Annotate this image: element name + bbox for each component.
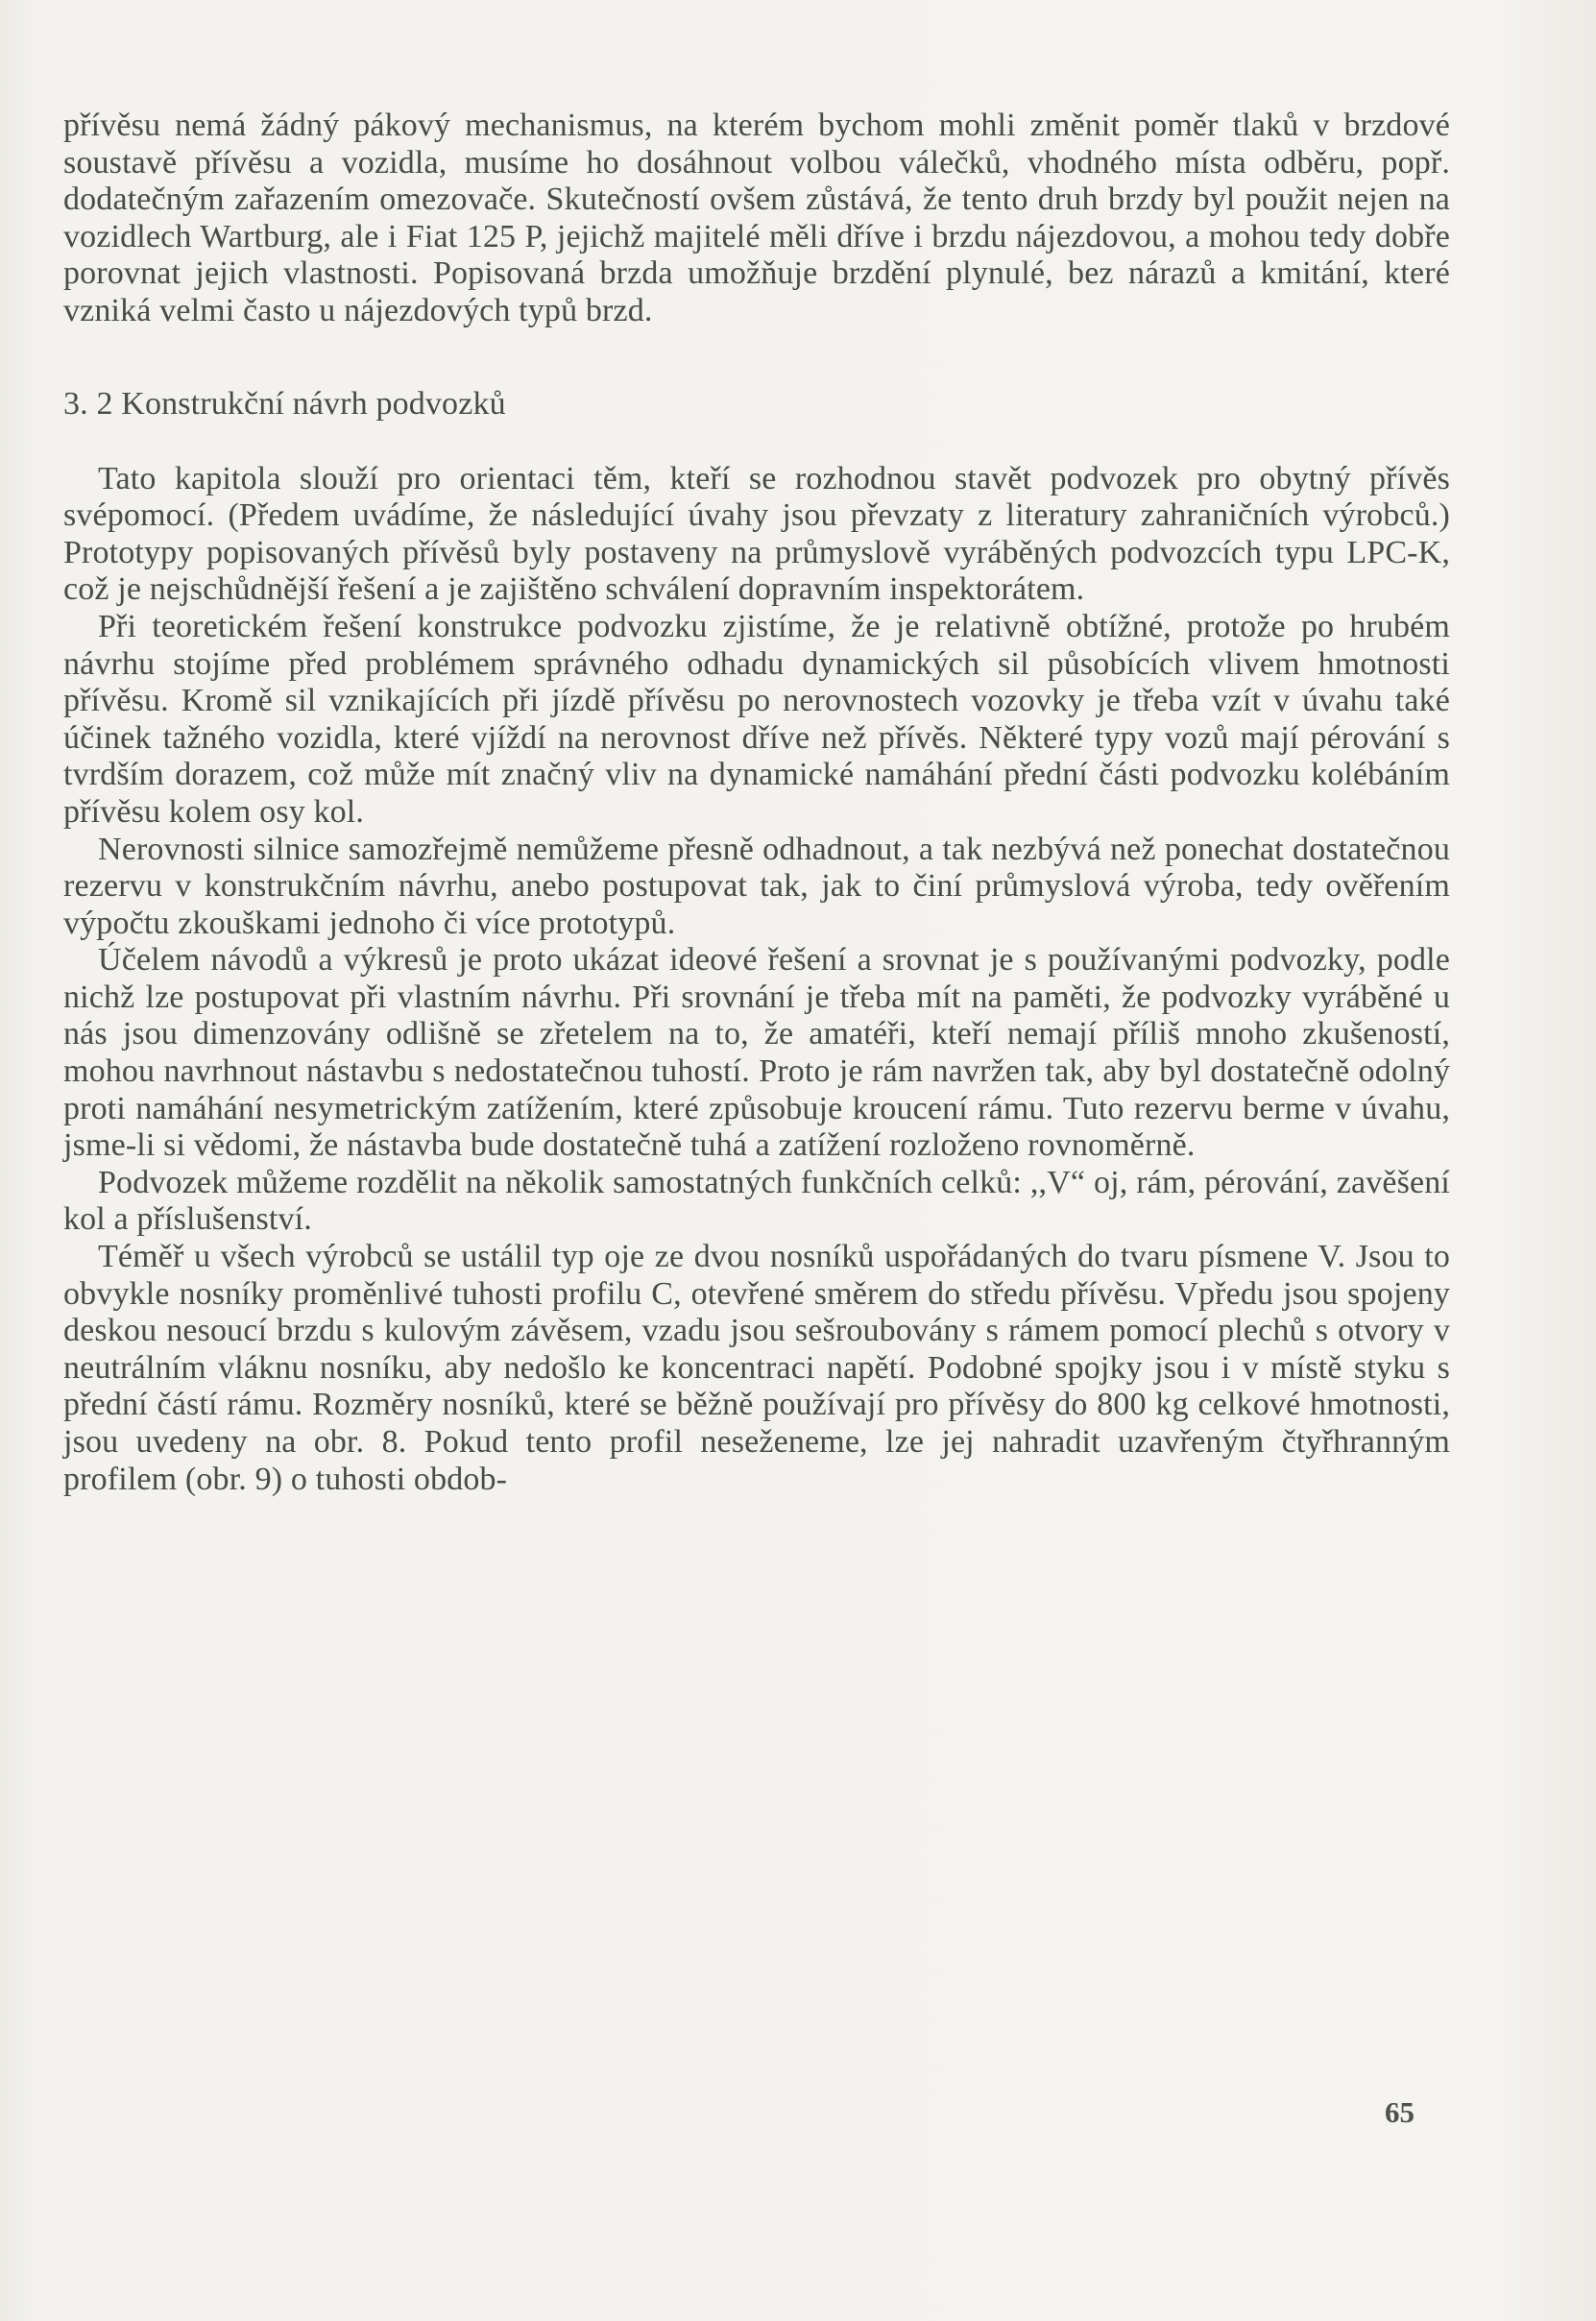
section-heading: 3. 2 Konstrukční návrh podvozků bbox=[63, 385, 506, 422]
spacer bbox=[63, 330, 1450, 340]
paragraph-purpose: Účelem návodů a výkresů je proto ukázat ideové řešení a srovnat je s používanými podvozky, podle nichž lze postupovat při vlastním návrhu. Při srovnání je třeba mít na paměti, že podvozky vyráběné u nás jsou dimenzovány odlišně se zřetelem na to, že amatéři, kteří nemají příliš mnoho zkušeností, mohou navrhnout nástavbu s nedostatečnou tuhostí. Proto je rám navržen tak, aby byl dostatečně odolný proti namáhání nesymetrickým zatížením, které způsobuje kroucení rámu. Tuto rezervu berme v úvahu, jsme-li si vědomi, že nástavba bude dostatečně tuhá a zatížení rozloženo rovnoměrně. bbox=[63, 942, 1450, 1164]
paragraph-intro: Tato kapitola slouží pro orientaci těm, kteří se rozhodnou stavět podvozek pro obytný přívěs svépomocí. (Předem uvádíme, že následující úvahy jsou převzaty z literatury zahraničních výrobců.) Prototypy popisovaných přívěsů byly postaveny na průmyslově vyráběných podvozcích typu LPC-K, což je nejschůdnější řešení a je zajištěno schválení dopravním inspektorátem. bbox=[63, 460, 1450, 608]
body-text bbox=[63, 108, 1450, 1498]
paragraph-brake-continuation: přívěsu nemá žádný pákový mechanismus, na kterém bychom mohli změnit poměr tlaků v brzdové soustavě přívěsu a vozidla, musíme ho dosáhnout volbou válečků, vhodného místa odběru, popř. dodatečným zařazením omezovače. Skutečností ovšem zůstává, že tento druh brzdy byl použit nejen na vozidlech Wartburg, ale i Fiat 125 P, jejichž majitelé měli dříve i brzdu nájezdovou, a mohou tedy dobře porovnat jejich vlastnosti. Popisovaná brzda umožňuje brzdění plynulé, bez nárazů a kmitání, které vzniká velmi často u nájezdových typů brzd. bbox=[63, 108, 1450, 328]
paragraph-road-irregularities: Nerovnosti silnice samozřejmě nemůžeme přesně odhadnout, a tak nezbývá než ponechat dostatečnou rezervu v konstrukčním návrhu, anebo postupovat tak, jak to činí průmyslová výroba, tedy ověřením výpočtu zkouškami jednoho či více prototypů. bbox=[63, 831, 1450, 941]
paragraph-chassis-parts: Podvozek můžeme rozdělit na několik samostatných funkčních celků: ,,V“ oj, rám, pérování, zavěšení kol a příslušenství. bbox=[63, 1164, 1450, 1238]
page-number: 65 bbox=[1385, 2095, 1415, 2129]
paragraph-drawbar: Téměř u všech výrobců se ustálil typ oje ze dvou nosníků uspořádaných do tvaru písmene V. Jsou to obvykle nosníky proměnlivé tuhosti profilu C, otevřené směrem do středu přívěsu. Vpředu jsou spojeny deskou nesoucí brzdu s kulovým závěsem, vzadu jsou sešroubovány s rámem pomocí plechů s otvory v neutrálním vláknu nosníku, aby nedošlo ke koncentraci napětí. Podobné spojky jsou i v místě styku s přední částí rámu. Rozměry nosníků, které se běžně používají pro přívěsy do 800 kg celkové hmotnosti, jsou uvedeny na obr. 8. Pokud tento profil neseženeme, lze jej nahradit uzavřeným čtyřhranným profilem (obr. 9) o tuhosti obdob- bbox=[63, 1239, 1450, 1497]
paragraph-theory: Při teoretickém řešení konstrukce podvozku zjistíme, že je relativně obtížné, protože po hrubém návrhu stojíme před problémem správného odhadu dynamických sil působících vlivem hmotnosti přívěsu. Kromě sil vznikajících při jízdě přívěsu po nerovnostech vozovky je třeba vzít v úvahu také účinek tažného vozidla, které vjíždí na nerovnost dříve než přívěs. Některé typy vozů mají pérování s tvrdším dorazem, což může mít značný vliv na dynamické namáhání přední části podvozku kolébáním přívěsu kolem osy kol. bbox=[63, 608, 1450, 830]
